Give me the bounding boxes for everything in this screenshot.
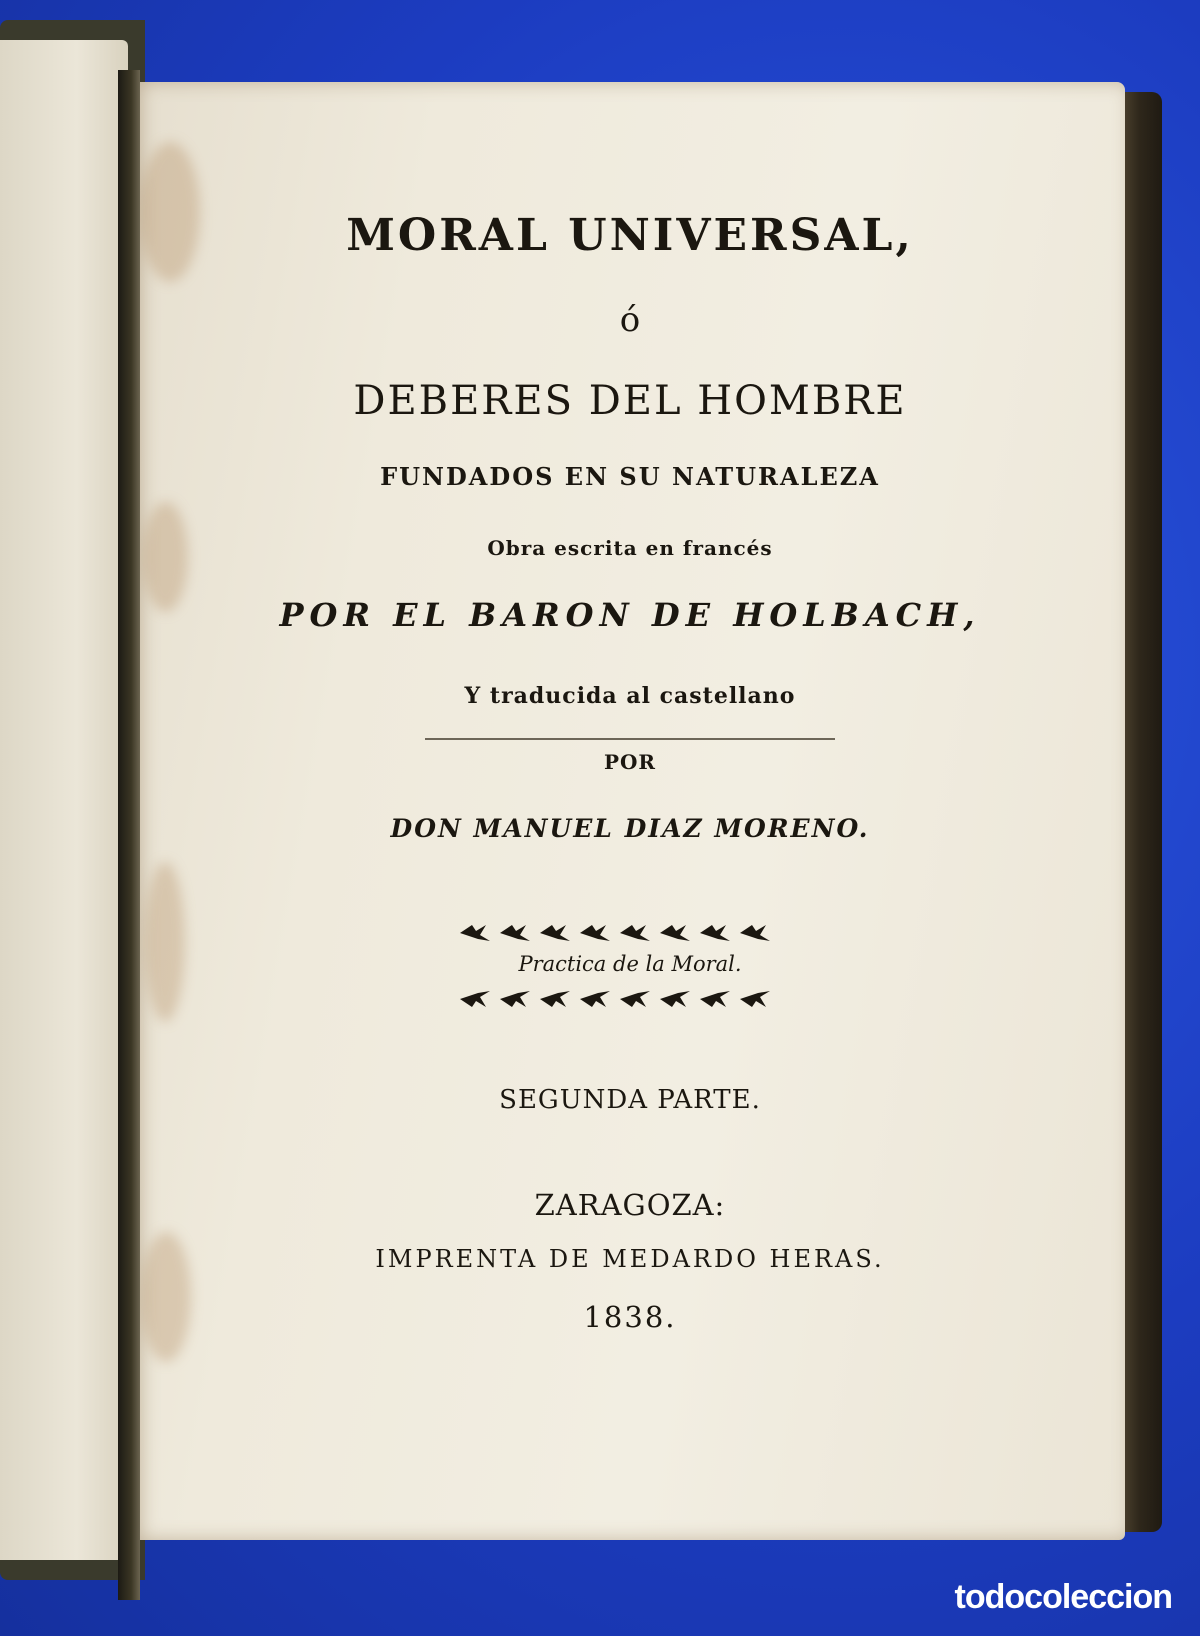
section-label: Practica de la Moral. <box>518 952 742 976</box>
foxing-stain <box>145 862 185 1022</box>
watermark-logo: todocoleccion <box>954 1578 1172 1616</box>
by-label: POR <box>603 750 657 774</box>
imprint-printer: IMPRENTA DE MEDARDO HERAS. <box>375 1245 885 1273</box>
part-label: SEGUNDA PARTE. <box>499 1085 761 1115</box>
written-in-note: Obra escrita en francés <box>487 536 773 560</box>
book-subtitle: DEBERES DEL HOMBRE <box>353 378 907 424</box>
book-subtitle-line2: FUNDADOS EN SU NATURALEZA <box>380 462 880 491</box>
divider-rule <box>425 738 835 740</box>
translator-line: DON MANUEL DIAZ MORENO. <box>390 814 870 843</box>
translation-note: Y traducida al castellano <box>464 683 796 709</box>
ornament-top <box>455 920 785 946</box>
imprint-year: 1838. <box>583 1300 677 1334</box>
title-conjunction: ó <box>619 300 641 340</box>
imprint-city: ZARAGOZA: <box>534 1188 726 1222</box>
ornament-bottom <box>455 986 785 1012</box>
book-title: MORAL UNIVERSAL, <box>346 210 914 261</box>
left-page <box>0 40 128 1560</box>
author-line: POR EL BARON DE HOLBACH, <box>279 596 981 634</box>
